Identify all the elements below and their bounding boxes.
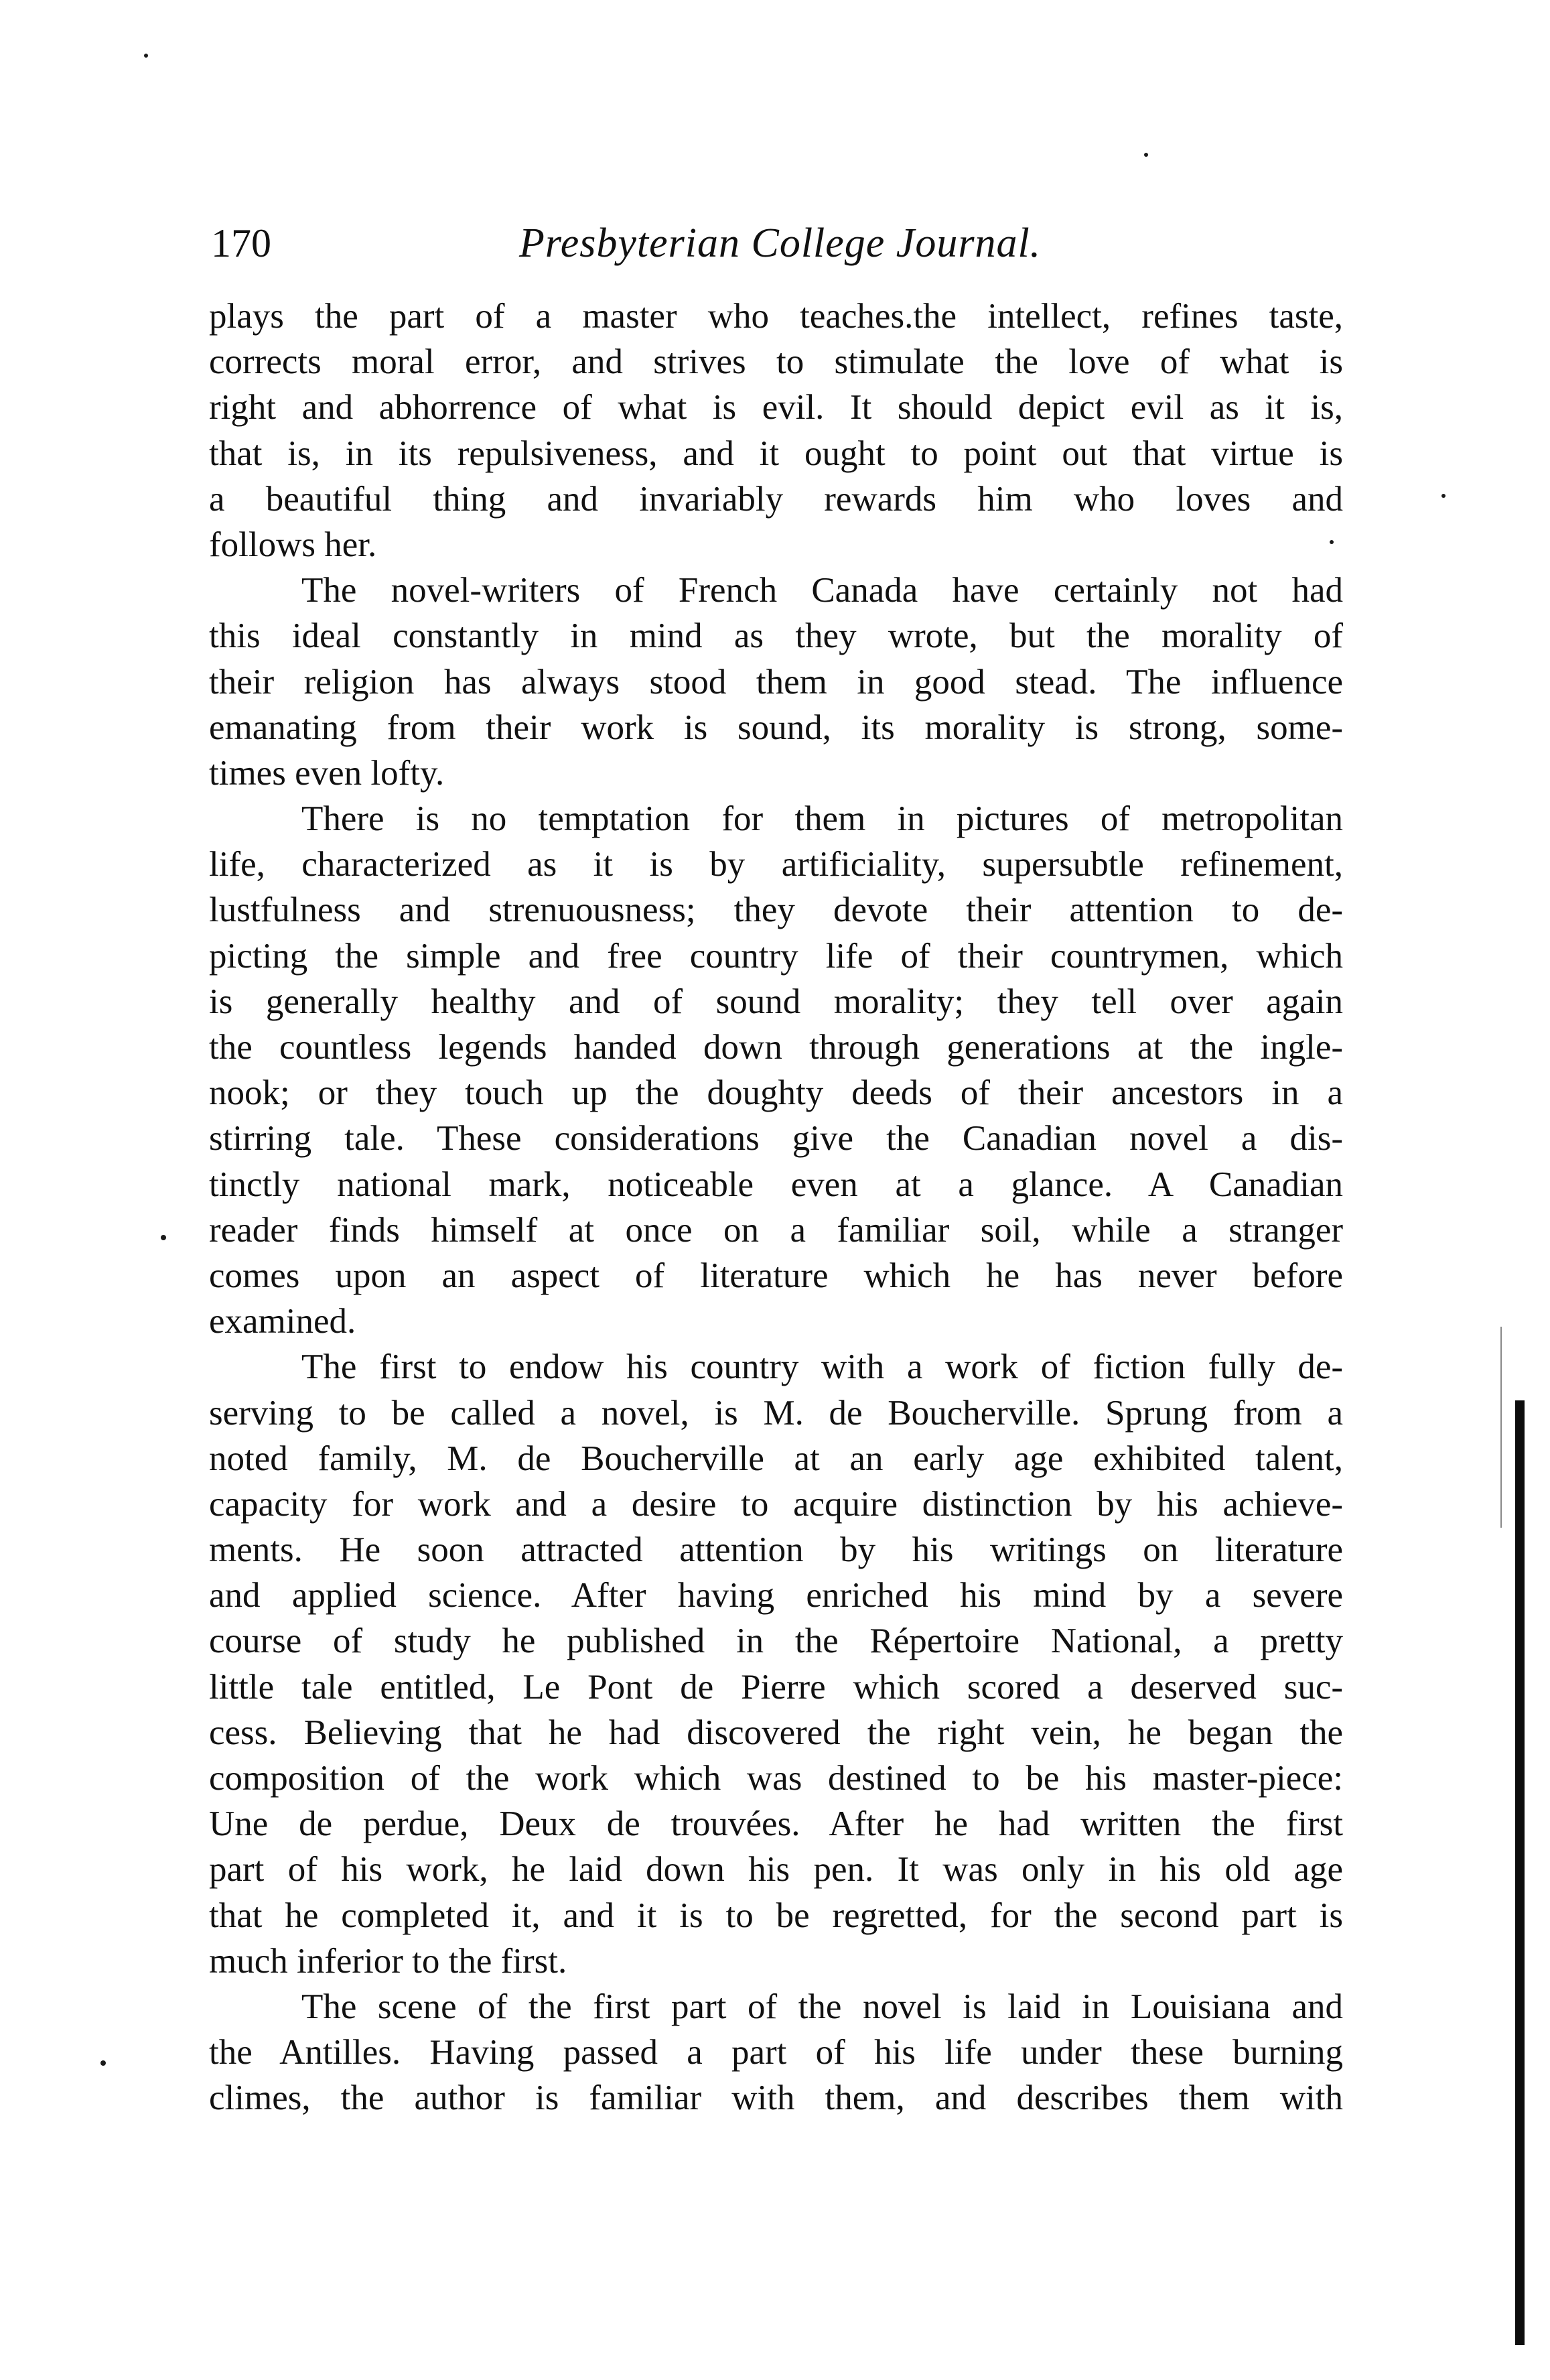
scan-speck — [1441, 494, 1446, 498]
text-line: this ideal constantly in mind as they wrote, but the morality of — [209, 616, 1343, 656]
text-line: picting the simple and free country life of their countrymen, which — [209, 936, 1343, 976]
text-line: The novel-writers of French Canada have certainly not had — [301, 571, 1343, 610]
text-line: comes upon an aspect of literature which he has never before — [209, 1256, 1343, 1295]
text-line: plays the part of a master who teaches.the intellect, refines taste, — [209, 297, 1343, 336]
text-line: right and abhorrence of what is evil. It should depict evil as it is, — [209, 388, 1343, 427]
scan-edge-line — [1500, 1327, 1502, 1528]
text-line: a beautiful thing and invariably rewards him who loves and — [209, 479, 1343, 519]
text-line: noted family, M. de Boucherville at an early age exhibited talent, — [209, 1439, 1343, 1478]
text-line: lustfulness and strenuousness; they devote their attention to de- — [209, 890, 1343, 930]
text-line: life, characterized as it is by artificiality, supersubtle refinement, — [209, 845, 1343, 884]
text-line: There is no temptation for them in pictures of metropolitan — [301, 799, 1343, 839]
text-line: their religion has always stood them in good stead. The influence — [209, 662, 1343, 702]
scan-edge-bar — [1515, 1400, 1525, 2345]
text-line: follows her. — [209, 525, 377, 564]
text-line: much inferior to the first. — [209, 1941, 567, 1981]
text-line: and applied science. After having enriched his mind by a severe — [209, 1576, 1343, 1615]
page-number: 170 — [211, 221, 271, 265]
text-line: part of his work, he laid down his pen. It was only in his old age — [209, 1850, 1343, 1890]
text-line: climes, the author is familiar with them, and describes them with — [209, 2078, 1343, 2118]
text-line: tinctly national mark, noticeable even at a glance. A Canadian — [209, 1165, 1343, 1204]
text-line: composition of the work which was destined to be his master-piece: — [209, 1759, 1343, 1798]
scan-speck — [161, 1235, 166, 1240]
text-line: that is, in its repulsiveness, and it ought to point out that virtue is — [209, 434, 1343, 473]
running-head — [211, 213, 1350, 273]
scan-speck — [1144, 153, 1148, 157]
text-line: that he completed it, and it is to be regretted, for the second part is — [209, 1896, 1343, 1935]
text-line: The first to endow his country with a work of fiction fully de- — [301, 1347, 1343, 1387]
text-line: stirring tale. These considerations give the Canadian novel a dis- — [209, 1119, 1343, 1159]
text-line: the countless legends handed down through generations at the ingle- — [209, 1028, 1343, 1067]
text-line: Une de perdue, Deux de trouvées. After he had written the first — [209, 1804, 1343, 1844]
text-line: cess. Believing that he had discovered the right vein, he began the — [209, 1713, 1343, 1752]
text-line: capacity for work and a desire to acquire distinction by his achieve- — [209, 1484, 1343, 1524]
text-line: times even lofty. — [209, 753, 445, 793]
text-line: examined. — [209, 1302, 356, 1341]
text-line: corrects moral error, and strives to stimulate the love of what is — [209, 342, 1343, 382]
text-line: course of study he published in the Répertoire National, a pretty — [209, 1622, 1343, 1661]
text-line: the Antilles. Having passed a part of his life under these burning — [209, 2033, 1343, 2072]
text-line: reader finds himself at once on a familiar soil, while a stranger — [209, 1210, 1343, 1250]
text-line: emanating from their work is sound, its morality is strong, some- — [209, 708, 1343, 747]
text-line: nook; or they touch up the doughty deeds of their ancestors in a — [209, 1073, 1343, 1113]
body-text — [209, 293, 1343, 2121]
text-line: little tale entitled, Le Pont de Pierre which scored a deserved suc- — [209, 1667, 1343, 1707]
text-line: is generally healthy and of sound morality; they tell over again — [209, 982, 1343, 1021]
scan-speck — [144, 54, 148, 58]
text-line: The scene of the first part of the novel is laid in Louisiana and — [301, 1987, 1343, 2026]
scan-speck — [1330, 540, 1334, 544]
text-line: ments. He soon attracted attention by his writings on literature — [209, 1530, 1343, 1570]
scan-speck — [100, 2060, 106, 2066]
text-line: serving to be called a novel, is M. de Boucherville. Sprung from a — [209, 1393, 1343, 1433]
journal-title: Presbyterian College Journal. — [519, 220, 1042, 266]
